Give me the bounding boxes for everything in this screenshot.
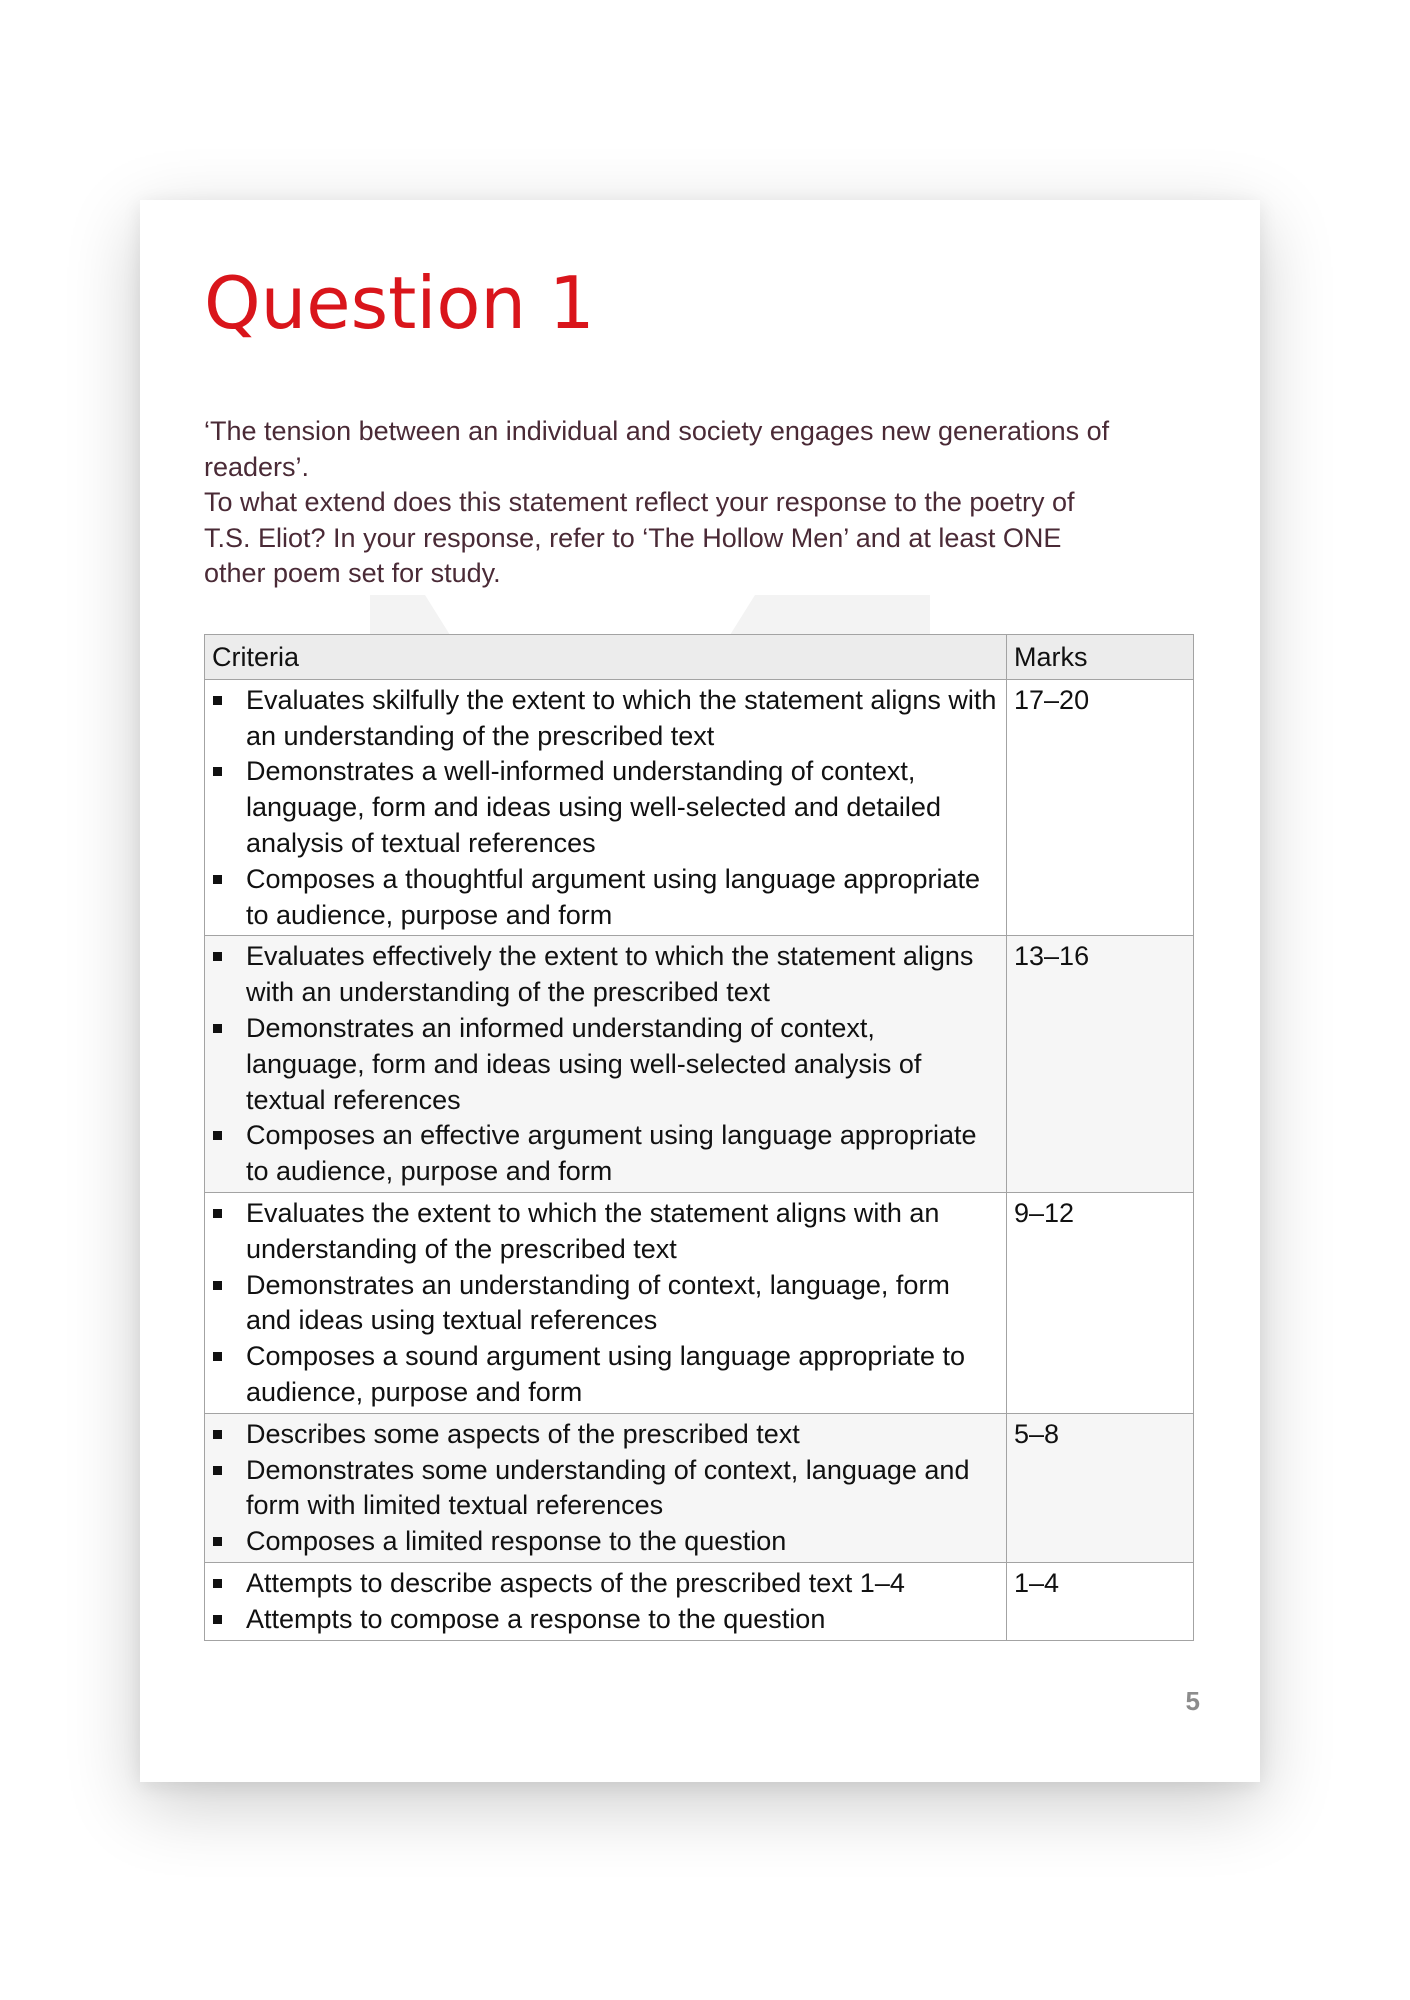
criterion-text: Composes a thoughtful argument using language appropriate to audience, purpose and form <box>246 863 980 930</box>
criteria-cell <box>205 1413 1007 1562</box>
criterion-text: Evaluates the extent to which the statement aligns with an understanding of the prescribed text <box>246 1197 940 1264</box>
square-bullet-icon <box>213 1579 222 1588</box>
square-bullet-icon <box>213 767 222 776</box>
criteria-cell <box>205 936 1007 1193</box>
criterion-item <box>212 1524 999 1560</box>
criterion-text: Composes an effective argument using language appropriate to audience, purpose and form <box>246 1120 977 1187</box>
prompt-line: To what extend does this statement reflect your response to the poetry of <box>204 487 1075 517</box>
square-bullet-icon <box>213 1209 222 1218</box>
prompt-line: other poem set for study. <box>204 558 501 588</box>
criterion-text: Demonstrates an understanding of context, language, form and ideas using textual references <box>246 1269 950 1336</box>
table-row <box>205 679 1194 936</box>
square-bullet-icon <box>213 1024 222 1033</box>
criteria-column-header: Criteria <box>205 635 1007 680</box>
square-bullet-icon <box>213 952 222 961</box>
table-row <box>205 936 1194 1193</box>
criterion-text: Attempts to compose a response to the question <box>246 1603 826 1634</box>
criterion-item <box>212 1417 999 1453</box>
criterion-item <box>212 1011 999 1118</box>
square-bullet-icon <box>213 1537 222 1546</box>
marks-cell: 9–12 <box>1007 1192 1194 1413</box>
criteria-cell <box>205 679 1007 936</box>
square-bullet-icon <box>213 1352 222 1361</box>
marks-cell: 17–20 <box>1007 679 1194 936</box>
square-bullet-icon <box>213 1430 222 1439</box>
criterion-item <box>212 683 999 755</box>
criterion-item <box>212 939 999 1011</box>
criterion-item <box>212 1196 999 1268</box>
document-page <box>140 200 1260 1782</box>
table-row <box>205 1192 1194 1413</box>
criterion-text: Demonstrates some understanding of context, language and form with limited textual references <box>246 1454 970 1521</box>
question-prompt <box>204 414 1204 592</box>
square-bullet-icon <box>213 696 222 705</box>
criterion-item <box>212 1453 999 1525</box>
criterion-text: Describes some aspects of the prescribed text <box>246 1418 800 1449</box>
marking-criteria-table <box>204 634 1194 1641</box>
prompt-line: T.S. Eliot? In your response, refer to ‘The Hollow Men’ and at least ONE <box>204 522 1062 553</box>
criterion-item <box>212 1602 999 1638</box>
square-bullet-icon <box>213 1466 222 1475</box>
prompt-line: ‘The tension between an individual and society engages new generations of <box>204 416 1110 446</box>
criterion-item <box>212 862 999 934</box>
criterion-text: Demonstrates an informed understanding of context, language, form and ideas using well-selected analysis of textual references <box>246 1012 922 1115</box>
marks-column-header: Marks <box>1007 635 1194 680</box>
criterion-item <box>212 1339 999 1411</box>
criterion-text: Demonstrates a well-informed understanding of context, language, form and ideas using well-selected and detailed analysis of textual references <box>246 756 941 858</box>
criterion-item <box>212 1268 999 1340</box>
prompt-line: readers’. <box>204 451 310 482</box>
criteria-cell <box>205 1562 1007 1640</box>
square-bullet-icon <box>213 1281 222 1290</box>
criterion-item <box>212 1118 999 1190</box>
criteria-cell <box>205 1192 1007 1413</box>
criterion-text: Evaluates skilfully the extent to which the statement aligns with an understanding of the prescribed text <box>246 684 997 751</box>
page-number: 5 <box>1185 1686 1200 1716</box>
criterion-text: Attempts to describe aspects of the prescribed text 1–4 <box>246 1567 905 1598</box>
square-bullet-icon <box>213 875 222 884</box>
question-title: Question 1 <box>204 261 595 345</box>
criterion-item <box>212 754 999 861</box>
table-header-row <box>205 635 1194 680</box>
marks-cell: 13–16 <box>1007 936 1194 1193</box>
square-bullet-icon <box>213 1615 222 1624</box>
criterion-item <box>212 1566 999 1602</box>
marks-cell: 1–4 <box>1007 1562 1194 1640</box>
criterion-text: Composes a limited response to the question <box>246 1526 787 1557</box>
table-row <box>205 1562 1194 1640</box>
criterion-text: Evaluates effectively the extent to which the statement aligns with an understanding of the prescribed text <box>246 941 974 1008</box>
table-row <box>205 1413 1194 1562</box>
marks-cell: 5–8 <box>1007 1413 1194 1562</box>
square-bullet-icon <box>213 1131 222 1140</box>
criterion-text: Composes a sound argument using language appropriate to audience, purpose and form <box>246 1341 965 1407</box>
